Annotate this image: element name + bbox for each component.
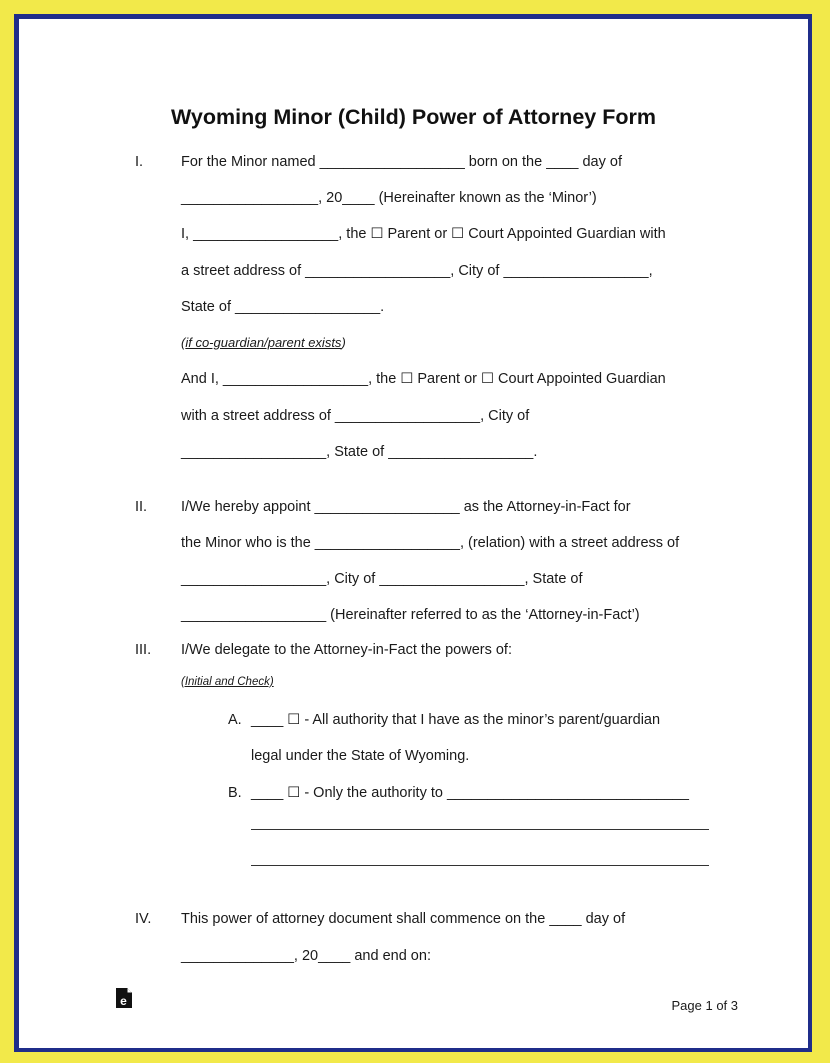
section-2-line-2: the Minor who is the __________________, (relation) with a street address of — [181, 535, 680, 551]
document-page — [19, 19, 808, 1048]
section-1-line-2: _________________, 20____ (Hereinafter known as the ‘Minor’) — [181, 190, 597, 206]
section-1-line-8: __________________, State of __________________. — [181, 444, 538, 460]
section-1-line-7: with a street address of __________________, City of — [181, 408, 530, 424]
section-2-number: II. — [135, 499, 148, 515]
section-1-line-3: I, __________________, the ☐ Parent or ☐ Court Appointed Guardian with — [181, 226, 666, 242]
section-4-line-2: ______________, 20____ and end on: — [181, 948, 431, 964]
co-guardian-note: (if co-guardian/parent exists) — [181, 335, 346, 350]
option-b-blank-line-1 — [251, 829, 709, 830]
eforms-logo-icon — [115, 987, 133, 1009]
option-a-label: A. — [228, 712, 242, 728]
section-2-line-3: __________________, City of __________________, State of — [181, 571, 583, 587]
section-1-line-1: For the Minor named __________________ born on the ____ day of — [181, 154, 622, 170]
option-a-line-1: ____ ☐ - All authority that I have as the minor’s parent/guardian — [251, 712, 661, 728]
initial-check-note: (Initial and Check) — [181, 676, 274, 688]
page-title: Wyoming Minor (Child) Power of Attorney Form — [171, 105, 656, 129]
option-a-line-2: legal under the State of Wyoming. — [251, 748, 470, 764]
option-b-line-1: ____ ☐ - Only the authority to ______________________________ — [251, 785, 689, 801]
section-1-number: I. — [135, 154, 144, 170]
section-2-line-4: __________________ (Hereinafter referred to as the ‘Attorney-in-Fact’) — [181, 607, 640, 623]
section-1-line-5: State of __________________. — [181, 299, 385, 315]
section-1-line-6: And I, __________________, the ☐ Parent or ☐ Court Appointed Guardian — [181, 371, 666, 387]
section-2-line-1: I/We hereby appoint __________________ as the Attorney-in-Fact for — [181, 499, 631, 515]
section-3-number: III. — [135, 642, 152, 658]
svg-text:e: e — [120, 994, 127, 1008]
section-4-line-1: This power of attorney document shall commence on the ____ day of — [181, 911, 626, 927]
page-number: Page 1 of 3 — [671, 998, 738, 1013]
section-3-line-1: I/We delegate to the Attorney-in-Fact the powers of: — [181, 642, 512, 658]
section-4-number: IV. — [135, 911, 152, 927]
option-b-blank-line-2 — [251, 865, 709, 866]
section-1-line-4: a street address of __________________, City of __________________, — [181, 263, 653, 279]
option-b-label: B. — [228, 785, 242, 801]
